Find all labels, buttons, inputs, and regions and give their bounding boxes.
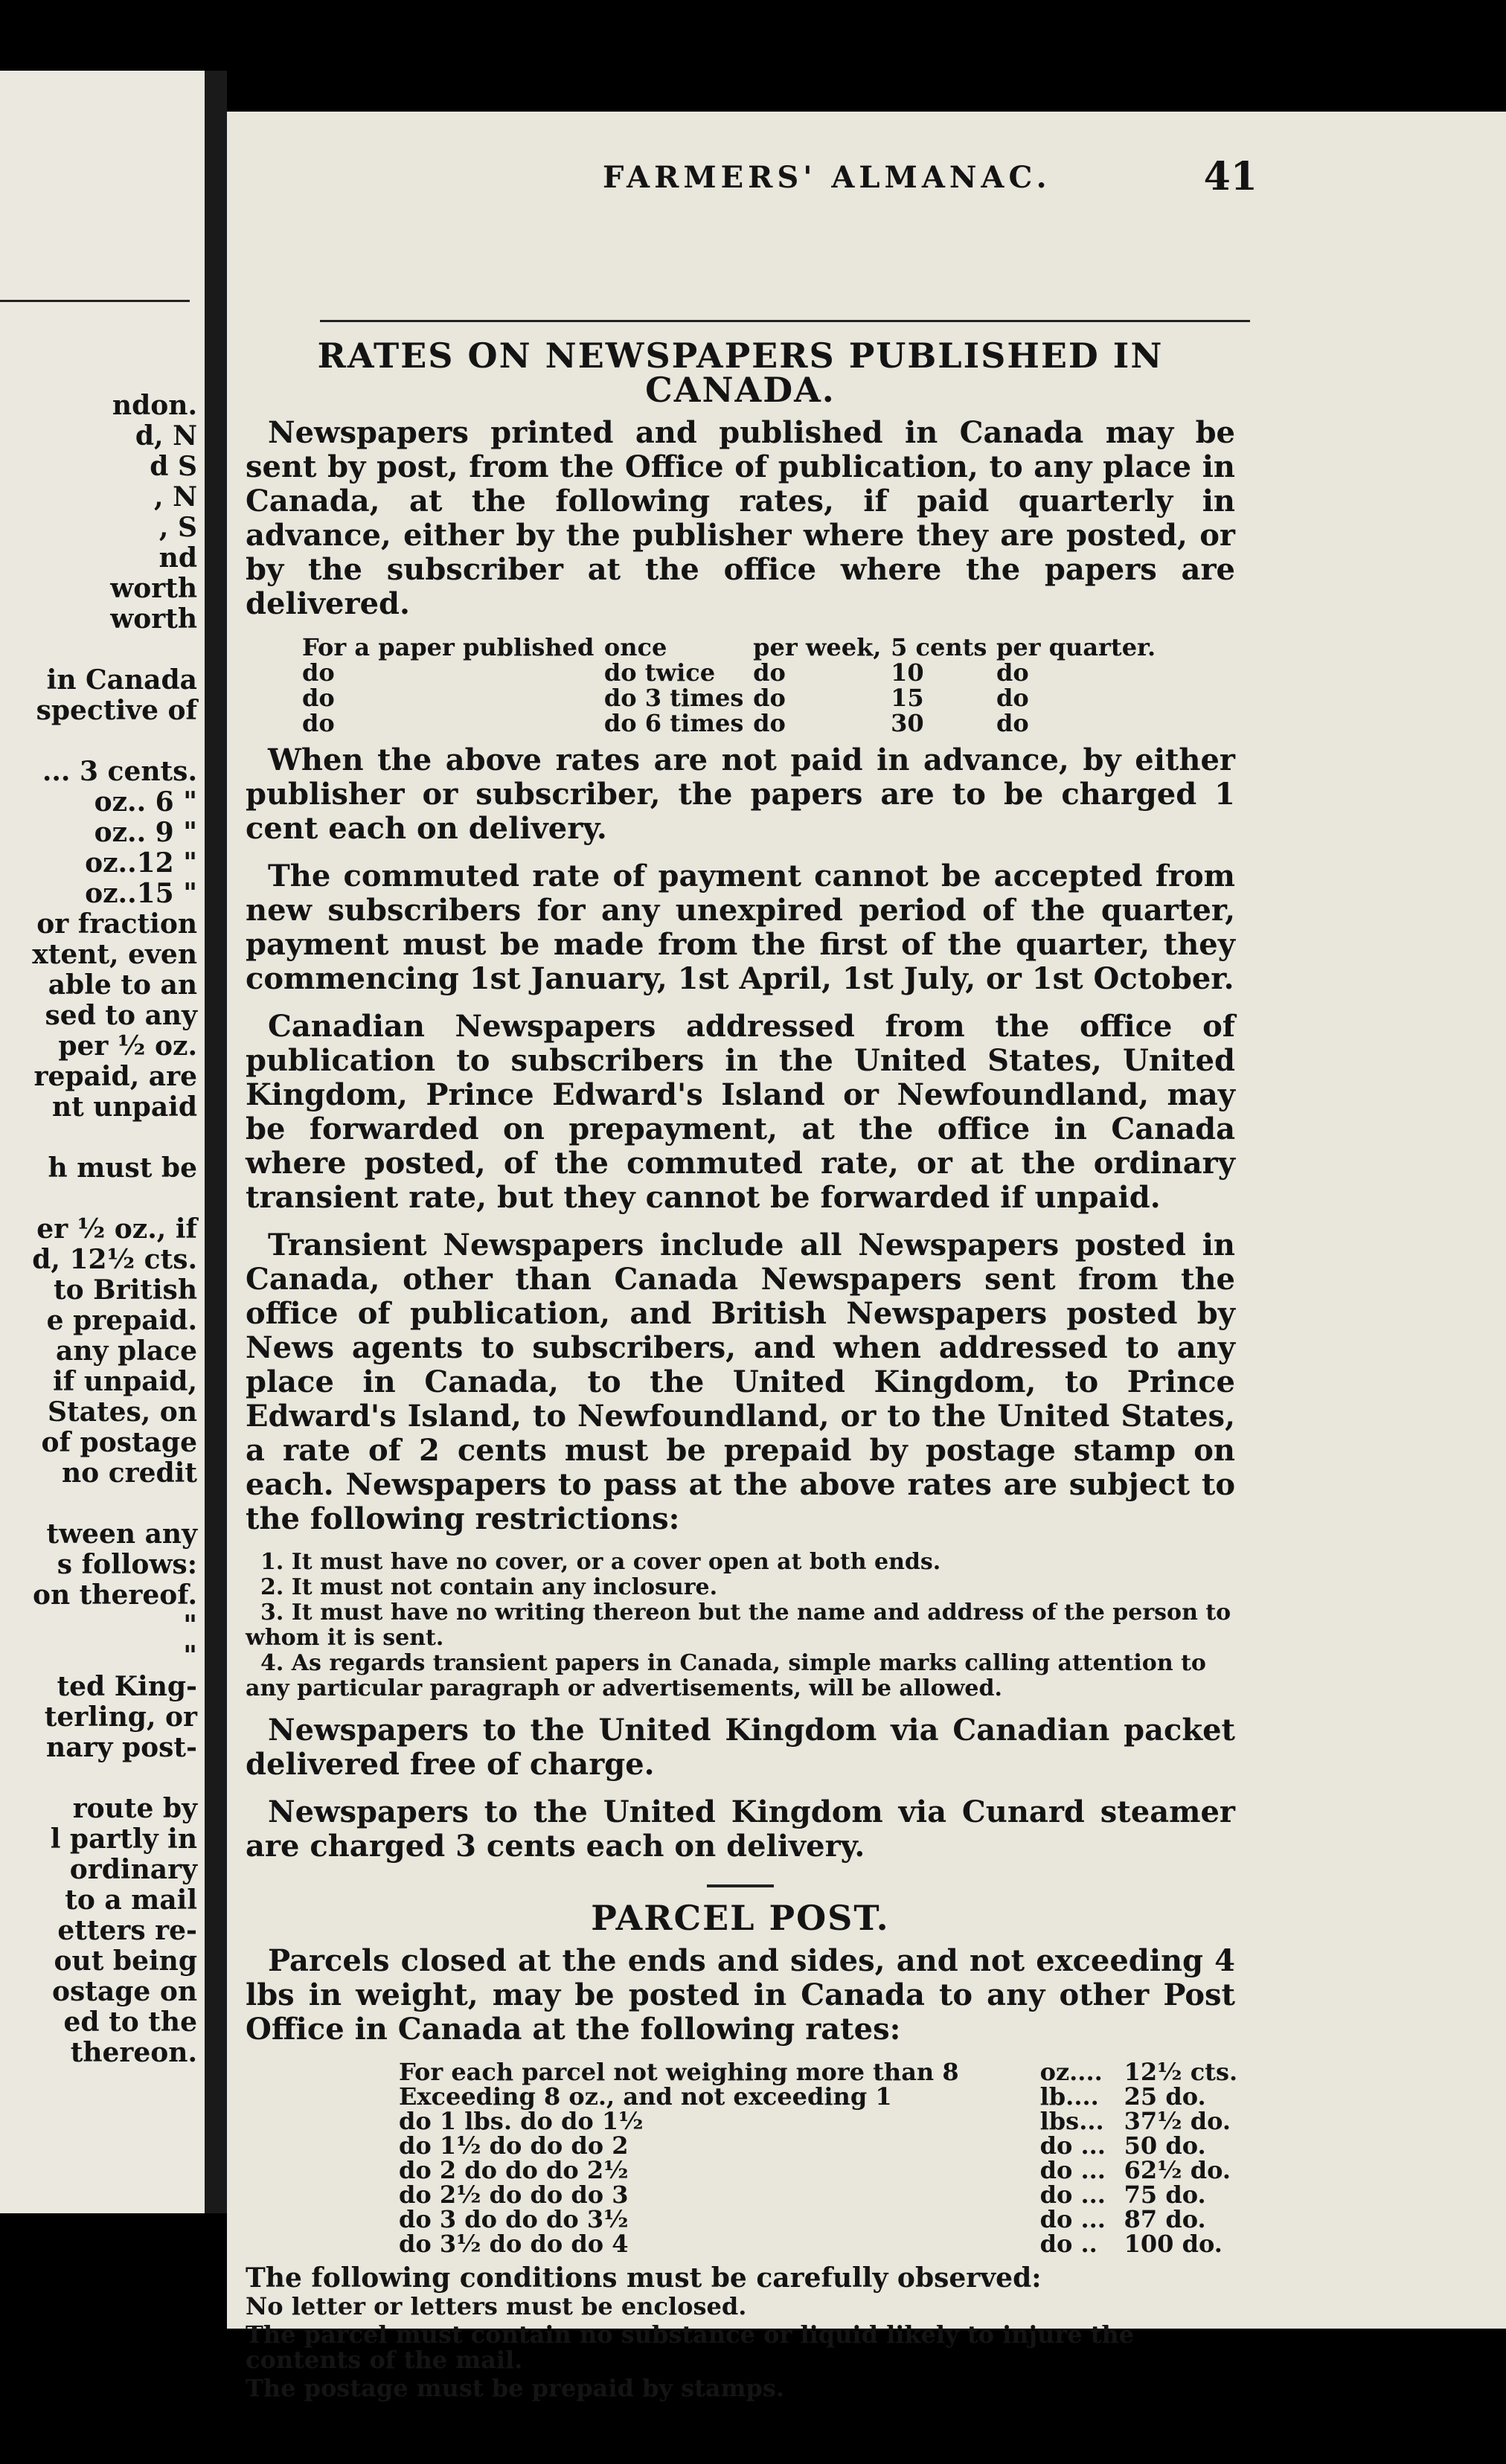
- newspaper-rates-heading: RATES ON NEWSPAPERS PUBLISHED IN CANADA.: [317, 336, 1164, 410]
- facing-page-line: States, on: [47, 1396, 197, 1428]
- parcel-row: [394, 2232, 1257, 2256]
- facing-page-line: d S: [150, 451, 197, 482]
- restriction-item: 1. It must have no cover, or a cover open at both ends.: [260, 1549, 941, 1575]
- parcel-cell: do ...: [1039, 2131, 1106, 2160]
- rate-cell: once: [603, 633, 667, 661]
- parcel-cell: For each parcel not weighing more than 8: [399, 2058, 959, 2086]
- facing-page-line: ndon.: [112, 390, 197, 421]
- facing-page-line: oz..12 ": [85, 847, 197, 879]
- section-divider: [707, 1884, 774, 1887]
- facing-page-line: in Canada: [46, 664, 197, 696]
- running-title: FARMERS' ALMANAC.: [603, 160, 1051, 195]
- parcel-cell: do 3 do do do 3½: [399, 2205, 629, 2233]
- facing-page-line: thereon.: [70, 2037, 197, 2068]
- parcel-cell: do ..: [1039, 2230, 1098, 2258]
- canadian-newspapers-paragraph: Canadian Newspapers addressed from the office of publication to subscribers in the United States, United Kingdom, Prince Edward's Island or Newfoundland, may be forwarded on prepayment, at the office in Canada where posted, of the commuted rate, or at the ordinary transient rate, but they cannot be forwarded if unpaid.: [246, 1009, 1235, 1215]
- rate-cell: per week,: [753, 633, 882, 661]
- facing-page-line: to British: [54, 1274, 197, 1306]
- parcel-row: [394, 2085, 1257, 2109]
- parcel-cell: 12½ cts.: [1124, 2058, 1238, 2086]
- parcel-row: [394, 2134, 1257, 2158]
- facing-page-line: ": [183, 1610, 197, 1641]
- facing-page-line: or fraction: [36, 908, 197, 940]
- rate-row: [298, 660, 1161, 685]
- restriction-item: 2. It must not contain any inclosure.: [260, 1574, 718, 1600]
- facing-page-fragment: [0, 71, 205, 2213]
- restriction-item: 4. As regards transient papers in Canada, simple marks calling attention to any particular paragraph or advertisements, will be allowed.: [246, 1650, 1206, 1701]
- parcel-row: [394, 2060, 1257, 2085]
- parcel-cell: do ...: [1039, 2181, 1106, 2209]
- commuted-rate-paragraph: The commuted rate of payment cannot be accepted from new subscribers for any unexpired period of the quarter, payment must be made from the first of the quarter, they commencing 1st January, 1st April, 1st July, or 1st October.: [246, 859, 1235, 996]
- facing-page-line: er ½ oz., if: [36, 1213, 197, 1245]
- rate-cell: do: [302, 684, 335, 712]
- parcel-cell: 37½ do.: [1124, 2107, 1231, 2135]
- parcel-cell: do 2 do do do 2½: [399, 2156, 629, 2184]
- parcel-cell: oz....: [1039, 2058, 1103, 2086]
- parcel-row: [394, 2109, 1257, 2134]
- parcel-cell: do 3½ do do do 4: [399, 2230, 629, 2258]
- parcel-intro-paragraph: Parcels closed at the ends and sides, and not exceeding 4 lbs in weight, may be posted in Canada to any other Post Office in Canada at the following rates:: [246, 1943, 1235, 2047]
- facing-page-line: any place: [56, 1335, 197, 1367]
- facing-page-line: h must be: [48, 1152, 197, 1184]
- parcel-row: [394, 2183, 1257, 2207]
- rate-cell: do: [996, 684, 1029, 712]
- rate-cell: For a paper published: [302, 633, 595, 661]
- newspaper-intro-paragraph: Newspapers printed and published in Canada may be sent by post, from the Office of publication, to any place in Canada, at the following rates, if paid quarterly in advance, either by the publisher where they are posted, or by the subscriber at the office where the papers are delivered.: [246, 415, 1235, 621]
- condition-item: The parcel must contain no substance or liquid likely to injure the contents of the mail.: [246, 2320, 1135, 2374]
- rate-cell: do 3 times: [603, 684, 744, 712]
- rate-cell: do: [753, 684, 786, 712]
- running-header: [357, 154, 1272, 205]
- rate-cell: do: [996, 709, 1029, 737]
- rate-cell: do 6 times: [603, 709, 744, 737]
- facing-page-line: per ½ oz.: [58, 1030, 197, 1062]
- facing-page-line: l partly in: [50, 1823, 197, 1855]
- rate-cell: do: [302, 658, 335, 687]
- facing-page-line: ted King-: [57, 1671, 197, 1702]
- facing-page-line: xtent, even: [32, 939, 197, 970]
- transient-newspapers-paragraph: Transient Newspapers include all Newspapers posted in Canada, other than Canada Newspapers sent from the office of publication, and British Newspapers posted by News agents to subscribers, and when addressed to any place in Canada, to the United Kingdom, to Prince Edward's Island, to Newfoundland, or to the United States, a rate of 2 cents must be prepaid by postage stamp on each. Newspapers to pass at the above rates are subject to the following restrictions:: [246, 1228, 1235, 1536]
- parcel-cell: lbs...: [1039, 2107, 1104, 2135]
- condition-item: The postage must be prepaid by stamps.: [246, 2374, 785, 2402]
- parcel-post-heading: PARCEL POST.: [591, 1898, 890, 1938]
- rate-row: [298, 710, 1161, 736]
- parcel-row: [394, 2207, 1257, 2232]
- facing-page-line: if unpaid,: [53, 1366, 197, 1397]
- facing-page-line: e prepaid.: [46, 1305, 197, 1336]
- facing-page-line: , N: [154, 481, 197, 513]
- rate-cell: do: [302, 709, 335, 737]
- rate-row: [298, 685, 1161, 710]
- page-number: 41: [1203, 154, 1257, 199]
- facing-page-line: d, N: [135, 420, 197, 452]
- rate-cell: 10: [891, 658, 924, 687]
- unpaid-rates-paragraph: When the above rates are not paid in advance, by either publisher or subscriber, the papers are to be charged 1 cent each on delivery.: [246, 742, 1235, 846]
- facing-page-line: ordinary: [69, 1854, 197, 1885]
- facing-page-line: nt unpaid: [51, 1091, 197, 1123]
- facing-page-line: s follows:: [57, 1549, 197, 1580]
- page-body: [246, 336, 1238, 2404]
- facing-page-line: ": [183, 1640, 197, 1672]
- parcel-cell: 62½ do.: [1124, 2156, 1231, 2184]
- facing-page-line: able to an: [48, 969, 197, 1001]
- parcel-cell: 100 do.: [1124, 2230, 1223, 2258]
- condition-item: No letter or letters must be enclosed.: [246, 2292, 747, 2320]
- parcel-cell: do ...: [1039, 2156, 1106, 2184]
- facing-page-line: repaid, are: [33, 1061, 197, 1092]
- facing-page-line: nary post-: [46, 1732, 197, 1763]
- facing-page-line: on thereof.: [32, 1579, 197, 1611]
- facing-page-line: sed to any: [45, 1000, 197, 1031]
- facing-page-line: route by: [72, 1793, 197, 1824]
- parcel-cell: Exceeding 8 oz., and not exceeding 1: [399, 2082, 892, 2111]
- parcel-cell: do ...: [1039, 2205, 1106, 2233]
- facing-page-line: terling, or: [44, 1701, 197, 1733]
- restrictions-list: [246, 1550, 1235, 1701]
- rate-cell: 5 cents: [891, 633, 987, 661]
- facing-page-header-rule: [0, 300, 190, 302]
- facing-page-line: to a mail: [65, 1884, 197, 1916]
- facing-page-line: worth: [110, 603, 197, 635]
- conditions-heading: The following conditions must be carefully observed:: [246, 2262, 1042, 2294]
- facing-page-line: etters re-: [57, 1915, 197, 1946]
- parcel-cell: 50 do.: [1124, 2131, 1206, 2160]
- rate-cell: 30: [891, 709, 924, 737]
- facing-page-line: worth: [110, 573, 197, 604]
- parcel-cell: lb....: [1039, 2082, 1099, 2111]
- parcel-cell: 25 do.: [1124, 2082, 1206, 2111]
- facing-page-line: oz.. 9 ": [94, 817, 197, 848]
- rate-cell: do twice: [603, 658, 716, 687]
- parcel-cell: do 2½ do do do 3: [399, 2181, 629, 2209]
- rate-cell: 15: [891, 684, 924, 712]
- facing-page-line: ostage on: [51, 1976, 197, 2007]
- rate-cell: do: [996, 658, 1029, 687]
- facing-page-line: nd: [158, 542, 197, 574]
- facing-page-line: ... 3 cents.: [42, 756, 197, 787]
- facing-page-line: oz..15 ": [85, 878, 197, 909]
- facing-page-line: oz.. 6 ": [94, 786, 197, 818]
- parcel-row: [394, 2158, 1257, 2183]
- header-rule: [320, 320, 1250, 322]
- facing-page-line: ed to the: [63, 2006, 197, 2038]
- facing-page-line: tween any: [46, 1518, 197, 1550]
- rate-row: [298, 635, 1161, 660]
- facing-page-line: d, 12½ cts.: [32, 1244, 197, 1275]
- facing-page-line: , S: [158, 512, 197, 543]
- facing-page-line: spective of: [36, 695, 197, 726]
- newspaper-rate-table: [298, 635, 1161, 736]
- parcel-cell: 87 do.: [1124, 2205, 1206, 2233]
- book-gutter: [205, 71, 227, 2213]
- facing-page-line: of postage: [41, 1427, 197, 1458]
- parcel-cell: 75 do.: [1124, 2181, 1206, 2209]
- uk-cunard-paragraph: Newspapers to the United Kingdom via Cunard steamer are charged 3 cents each on delivery.: [246, 1794, 1235, 1864]
- facing-page-line: out being: [54, 1945, 197, 1977]
- parcel-cell: do 1 lbs. do do 1½: [399, 2107, 644, 2135]
- restriction-item: 3. It must have no writing thereon but the name and address of the person to whom it is sent.: [246, 1600, 1231, 1651]
- parcel-conditions: [246, 2262, 1235, 2402]
- facing-page-line: no credit: [62, 1457, 197, 1489]
- parcel-rate-table: [394, 2060, 1257, 2256]
- parcel-cell: do 1½ do do do 2: [399, 2131, 629, 2160]
- rate-cell: do: [753, 709, 786, 737]
- uk-canadian-packet-paragraph: Newspapers to the United Kingdom via Canadian packet delivered free of charge.: [246, 1713, 1235, 1782]
- rate-cell: do: [753, 658, 786, 687]
- rate-cell: per quarter.: [996, 633, 1156, 661]
